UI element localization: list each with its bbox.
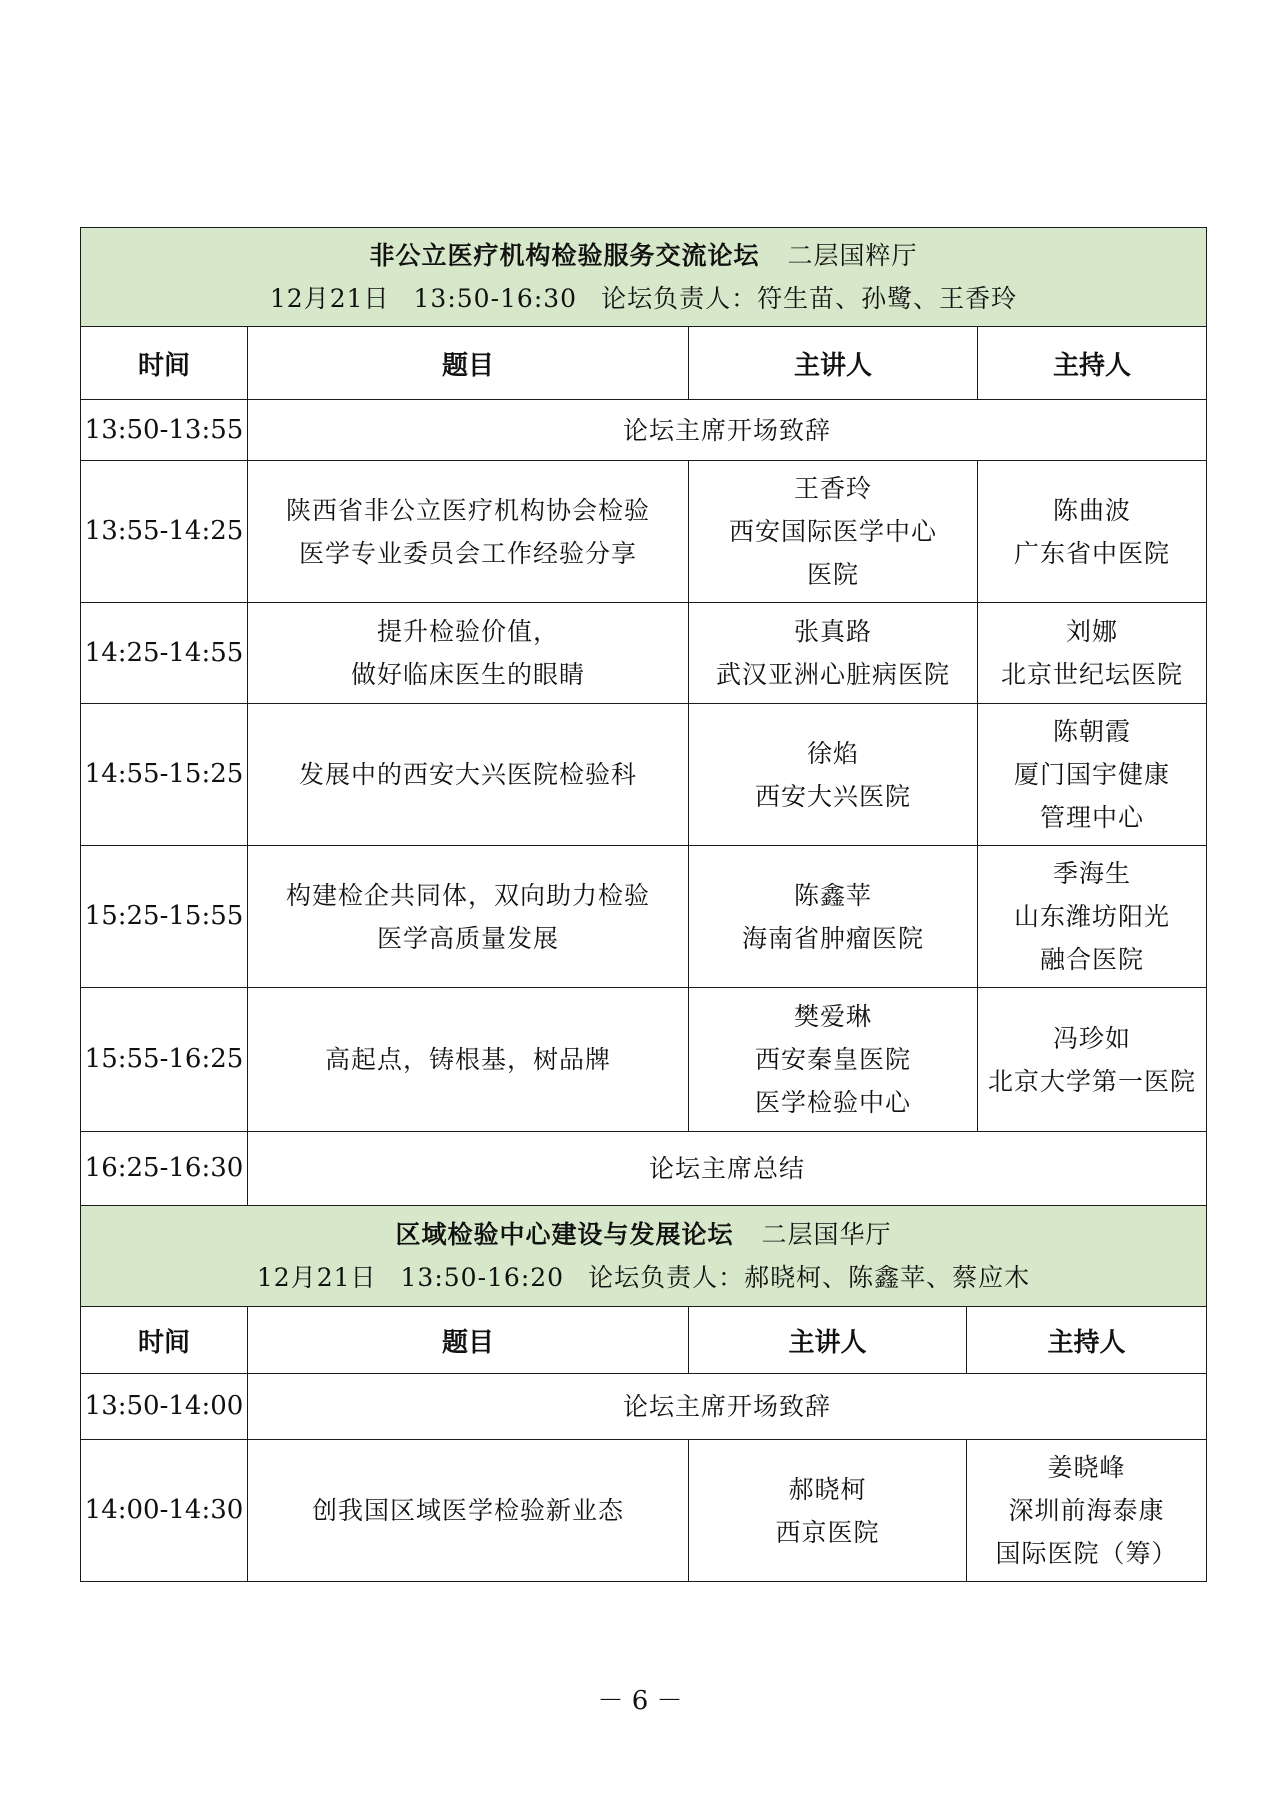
session-host [978, 603, 1207, 704]
session-host [978, 846, 1207, 988]
forum-title: 非公立医疗机构检验服务交流论坛 [369, 241, 760, 270]
table-row [81, 1132, 1207, 1206]
table-row [81, 1440, 1207, 1582]
text-line: 陕西省非公立医疗机构协会检验 [285, 495, 650, 525]
forum-room: 二层国华厅 [761, 1220, 892, 1249]
table-row [81, 846, 1207, 988]
column-header-host: 主持人 [978, 327, 1207, 400]
forum-meta [81, 1256, 1206, 1299]
column-header-time: 时间 [81, 327, 248, 400]
table-row [81, 461, 1207, 603]
session-speaker [689, 1440, 967, 1582]
session-time: 15:55-16:25 [81, 988, 248, 1132]
text-line: 西京医院 [775, 1517, 880, 1547]
text-line: 西安秦皇医院 [754, 1045, 911, 1074]
forum-leaders: 论坛负责人：郝晓柯、陈鑫苹、蔡应木 [588, 1263, 1031, 1292]
session-topic [248, 988, 689, 1132]
session-title: 论坛主席开场致辞 [248, 400, 1207, 461]
text-line: 医院 [806, 560, 859, 589]
column-header-speaker: 主讲人 [689, 1307, 967, 1374]
forum-time: 13:50-16:30 [413, 284, 578, 313]
forum-time: 13:50-16:20 [400, 1263, 565, 1292]
session-speaker [689, 846, 978, 988]
session-speaker [689, 603, 978, 704]
text-line: 医学检验中心 [754, 1088, 911, 1117]
forum-date: 12月21日 [269, 284, 390, 313]
text-line: 陈鑫苹 [793, 880, 872, 910]
session-host [978, 988, 1207, 1132]
table-row [81, 704, 1207, 846]
text-line: 山东潍坊阳光 [1013, 902, 1170, 931]
forum-title-line [81, 234, 1206, 277]
text-line: 西安大兴医院 [754, 781, 911, 811]
session-time: 14:00-14:30 [81, 1440, 248, 1582]
forum-date: 12月21日 [256, 1263, 377, 1292]
text-line: 陈朝霞 [1052, 717, 1131, 746]
session-topic [248, 603, 689, 704]
session-time: 13:55-14:25 [81, 461, 248, 603]
session-speaker [689, 704, 978, 846]
forum-meta [81, 277, 1206, 320]
text-line: 构建检企共同体，双向助力检验 [285, 880, 650, 910]
forum-table-2 [80, 1205, 1207, 1582]
text-line: 发展中的西安大兴医院检验科 [298, 760, 637, 789]
text-line: 北京大学第一医院 [987, 1066, 1196, 1096]
forum-title-line [81, 1213, 1206, 1256]
text-line: 姜晓峰 [1047, 1453, 1126, 1482]
page-number: － 6 － [597, 1686, 683, 1716]
session-host [978, 461, 1207, 603]
text-line: 西安国际医学中心 [728, 517, 937, 546]
session-time: 14:25-14:55 [81, 603, 248, 704]
session-topic [248, 846, 689, 988]
text-line: 国际医院（筹） [995, 1539, 1178, 1568]
text-line: 季海生 [1052, 859, 1131, 888]
text-line: 深圳前海泰康 [1008, 1496, 1165, 1525]
text-line: 医学专业委员会工作经验分享 [298, 538, 637, 568]
session-speaker [689, 461, 978, 603]
column-header-host: 主持人 [967, 1307, 1207, 1374]
text-line: 武汉亚洲心脏病医院 [715, 660, 950, 689]
text-line: 樊爱琳 [793, 1002, 872, 1031]
forum-table-1 [80, 227, 1207, 1206]
text-line: 王香玲 [793, 474, 872, 503]
column-header-topic: 题目 [248, 1307, 689, 1374]
session-title: 论坛主席总结 [248, 1132, 1207, 1206]
text-line: 融合医院 [1039, 945, 1144, 974]
text-line: 北京世纪坛医院 [1000, 660, 1183, 689]
session-time: 13:50-13:55 [81, 400, 248, 461]
text-line: 厦门国宇健康 [1013, 760, 1170, 789]
table-row [81, 988, 1207, 1132]
text-line: 广东省中医院 [1013, 538, 1170, 568]
session-topic [248, 704, 689, 846]
forum-header [81, 1206, 1207, 1307]
session-topic [248, 1440, 689, 1582]
session-time: 15:25-15:55 [81, 846, 248, 988]
text-line: 医学高质量发展 [376, 923, 559, 953]
table-row [81, 603, 1207, 704]
text-line: 张真路 [793, 617, 872, 646]
session-topic [248, 461, 689, 603]
session-time: 14:55-15:25 [81, 704, 248, 846]
column-header-speaker: 主讲人 [689, 327, 978, 400]
text-line: 冯珍如 [1052, 1023, 1131, 1053]
table-row [81, 400, 1207, 461]
session-host [967, 1440, 1207, 1582]
column-header-topic: 题目 [248, 327, 689, 400]
text-line: 创我国区域医学检验新业态 [311, 1496, 624, 1525]
text-line: 做好临床医生的眼睛 [350, 660, 585, 689]
text-line: 高起点，铸根基，树品牌 [324, 1045, 611, 1074]
forum-header [81, 228, 1207, 327]
text-line: 海南省肿瘤医院 [741, 923, 924, 953]
text-line: 徐焰 [806, 738, 859, 768]
forum-room: 二层国粹厅 [787, 241, 918, 270]
column-header-time: 时间 [81, 1307, 248, 1374]
text-line: 陈曲波 [1052, 495, 1131, 525]
text-line: 刘娜 [1065, 617, 1118, 646]
text-line: 提升检验价值， [376, 617, 559, 646]
forum-title: 区域检验中心建设与发展论坛 [395, 1220, 734, 1249]
text-line: 管理中心 [1039, 803, 1144, 832]
forum-leaders: 论坛负责人：符生苗、孙鹭、王香玲 [601, 284, 1018, 313]
session-host [978, 704, 1207, 846]
table-row [81, 1374, 1207, 1440]
session-title: 论坛主席开场致辞 [248, 1374, 1207, 1440]
session-speaker [689, 988, 978, 1132]
text-line: 郝晓柯 [788, 1474, 867, 1504]
session-time: 13:50-14:00 [81, 1374, 248, 1440]
session-time: 16:25-16:30 [81, 1132, 248, 1206]
